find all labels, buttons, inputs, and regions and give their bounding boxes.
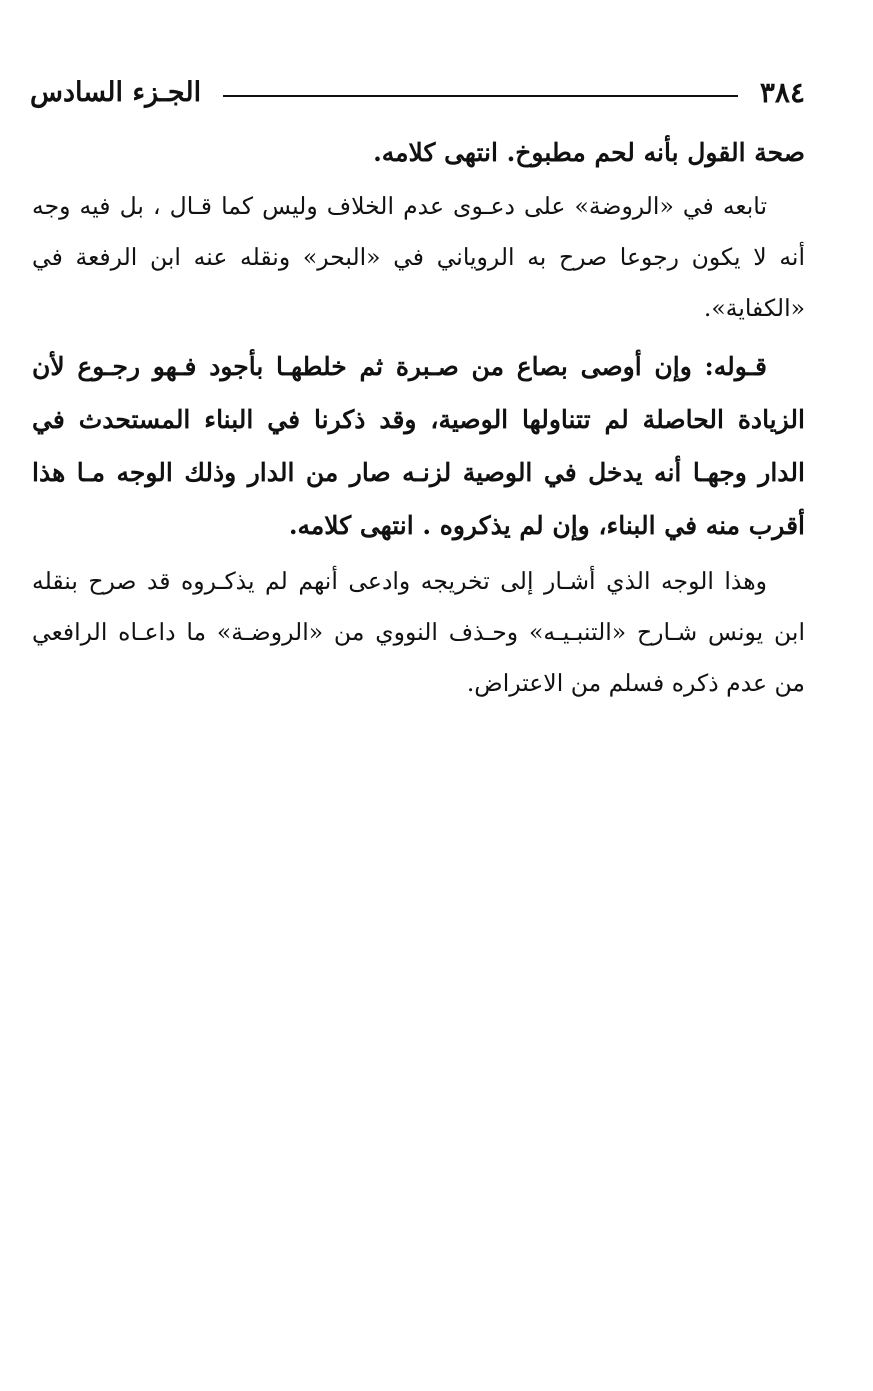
- body-text: [32, 126, 805, 709]
- paragraph-commentary: تابعه في «الروضة» على دعـوى عدم الخلاف وليس كما قـال ، بل فيه وجه أنه لا يكون رجوعا صرح به الروياني في «البحر» ونقله عنه ابن الرفعة في «الكفاية».: [32, 192, 805, 322]
- paragraph-commentary: وهذا الوجه الذي أشـار إلى تخريجه وادعى أنهم لم يذكـروه قد صرح بنقله ابن يونس شـارح «التنبـيـه» وحـذف النووي من «الروضـة» ما داعـاه الرافعي من عدم ذكره فسلم من الاعتراض.: [32, 567, 805, 697]
- paragraph-continuation: صحة القول بأنه لحم مطبوخ. انتهى كلامه.: [373, 138, 805, 167]
- header-rule: [223, 95, 738, 97]
- page-header: [30, 72, 805, 112]
- page-number: ٣٨٤: [759, 75, 805, 109]
- paragraph-quotation: قـوله: وإن أوصى بصاع من صـبرة ثم خلطهـا بأجود فـهو رجـوع لأن الزيادة الحاصلة لم تتناولها الوصية، وقد ذكرنا في البناء المستحدث في الدار وجهـا أنه يدخل في الوصية لزنـه صار من الدار وذلك الوجه مـا هذا أقرب منه في البناء، وإن لم يذكروه . انتهى كلامه.: [32, 352, 805, 540]
- running-title: الجـزء السادس: [30, 76, 202, 108]
